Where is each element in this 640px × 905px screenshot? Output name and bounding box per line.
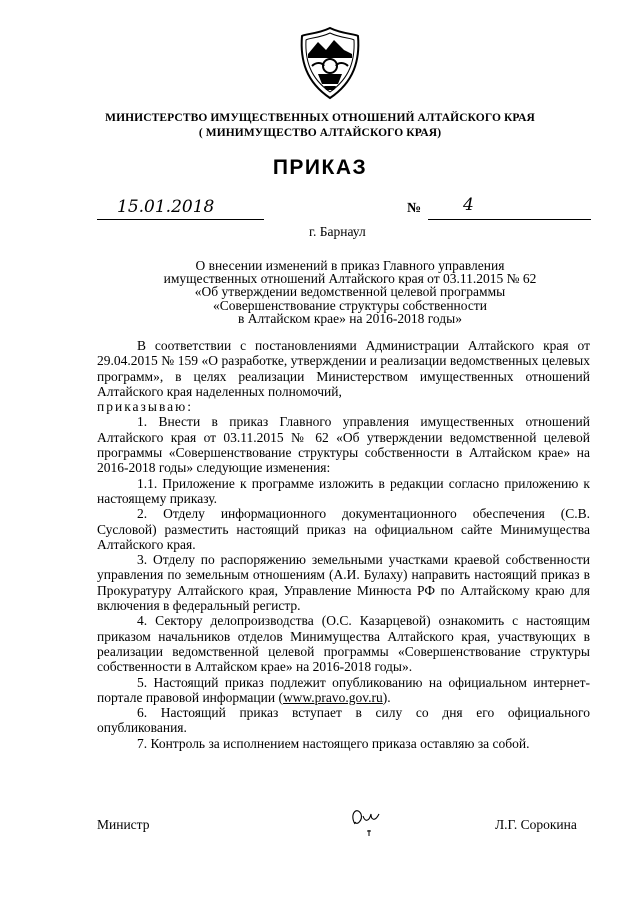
subject-block — [140, 259, 560, 325]
signer-name: Л.Г. Сорокина — [495, 817, 577, 832]
paragraph-5: 5. Настоящий приказ подлежит опубликованию на официальном интернет-портале правовой информации (www.pravo.gov.ru). — [97, 674, 590, 705]
subject-line: О внесении изменений в приказ Главного управления — [195, 258, 505, 273]
paragraph-2: 2. Отделу информационного документационного обеспечения (С.В. Сусловой) разместить настоящий приказ на официальном сайте Минимущества Алтайского края. — [97, 506, 590, 552]
handwritten-number: 4 — [463, 195, 474, 215]
city: г. Барнаул — [309, 224, 366, 239]
document-body — [97, 338, 590, 751]
subject-line: в Алтайском крае» на 2016-2018 годы» — [238, 310, 462, 326]
document-title: ПРИКАЗ — [272, 156, 368, 179]
number-label: № — [407, 201, 422, 216]
ministry-short-name: ( МИНИМУЩЕСТВО АЛТАЙСКОГО КРАЯ) — [198, 127, 442, 139]
signer-position: Министр — [97, 817, 150, 832]
ministry-name: МИНИСТЕРСТВО ИМУЩЕСТВЕННЫХ ОТНОШЕНИЙ АЛТАЙСКОГО КРАЯ — [105, 112, 535, 124]
paragraph-7: 7. Контроль за исполнением настоящего приказа оставляю за собой. — [137, 735, 530, 751]
date-underline — [97, 219, 264, 220]
coat-of-arms-emblem — [296, 26, 364, 100]
order-word: приказываю: — [97, 399, 193, 415]
subject-line: «Совершенствование структуры собственности — [213, 297, 487, 313]
pravo-link[interactable]: www.pravo.gov.ru — [282, 689, 383, 705]
paragraph-4: 4. Сектору делопроизводства (О.С. Казарцевой) ознакомить с настоящим приказом начальников отделов Минимущества Алтайского края, участвующих в реализации ведомственной целевой программы «Совершенствование структуры собственности в Алтайском крае» на 2016-2018 годы». — [97, 613, 590, 675]
number-underline — [428, 219, 591, 220]
paragraph-1: 1. Внести в приказ Главного управления имущественных отношений Алтайского края от 03.11.2015 № 62 «Об утверждении ведомственной целевой программы «Совершенствование структуры собственности в Алтайском крае» на 2016-2018 годы» следующие изменения: — [97, 414, 590, 476]
subject-line: имущественных отношений Алтайского края от 03.11.2015 № 62 — [163, 271, 537, 287]
paragraph-3: 3. Отделу по распоряжению земельными участками краевой собственности управления по земельным отношениям (А.И. Булаху) направить настоящий приказ в Прокуратуру Алтайского края, Управление Минюста РФ по Алтайскому краю для включения в федеральный регистр. — [97, 552, 590, 614]
paragraph-6: 6. Настоящий приказ вступает в силу со дня его официального опубликования. — [97, 705, 590, 736]
subject-line: «Об утверждении ведомственной целевой программы — [194, 284, 506, 300]
handwritten-signature — [347, 800, 387, 840]
preamble: В соответствии с постановлениями Администрации Алтайского края от 29.04.2015 № 159 «О разработке, утверждении и реализации ведомственных целевых программ», в целях реализации Министерством имущественных отношений Алтайского края наделенных полномочий, — [97, 338, 590, 399]
handwritten-date: 15.01.2018 — [117, 197, 215, 217]
paragraph-1-1: 1.1. Приложение к программе изложить в редакции согласно приложению к настоящему приказу. — [97, 475, 590, 506]
